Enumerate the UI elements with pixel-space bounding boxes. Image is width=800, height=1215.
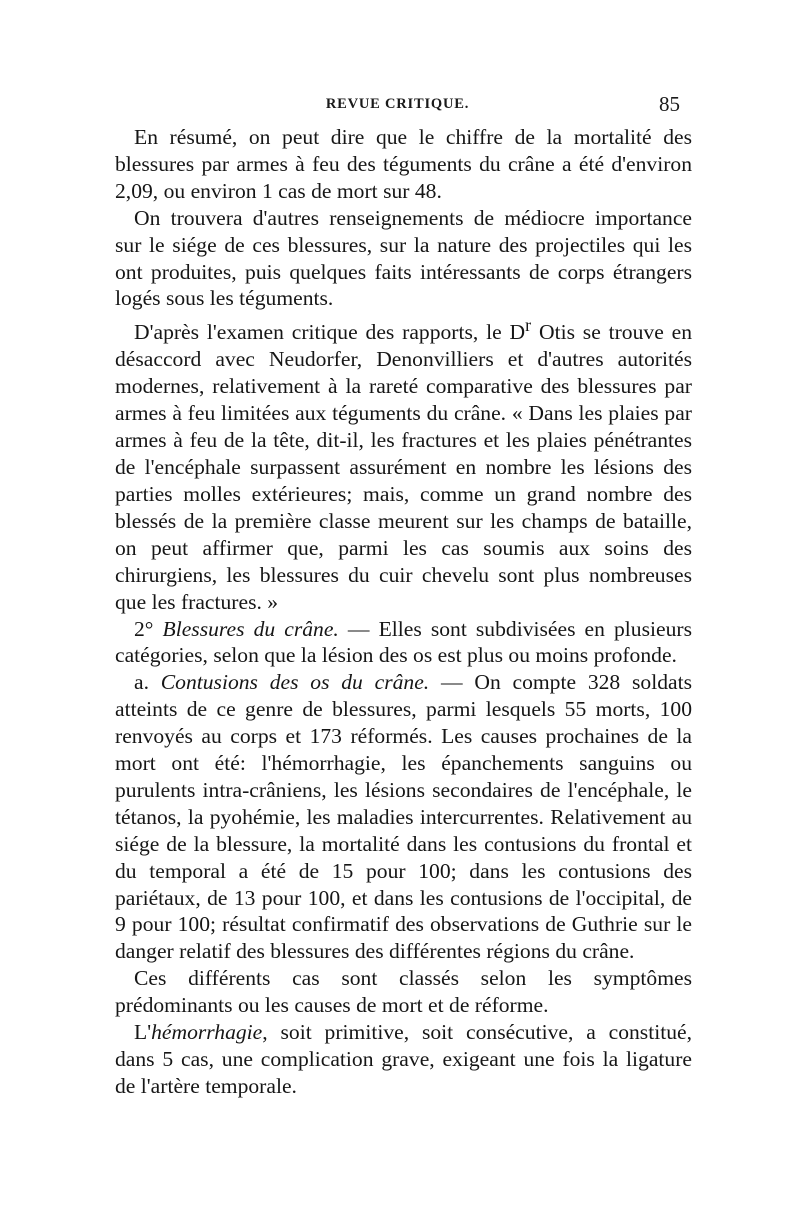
paragraph-text: Ces différents cas sont classés selon les symptômes prédominants ou les causes de mort et de réforme. (115, 966, 692, 1018)
body-text (115, 124, 692, 1100)
running-head: REVUE CRITIQUE. (325, 96, 470, 112)
doctor-abbrev-superscript: r (525, 315, 532, 336)
paragraph-other-info (115, 205, 692, 313)
paragraph-bone-contusions (115, 669, 692, 965)
paragraph-summary (115, 124, 692, 205)
subsection-letter: a. (134, 670, 161, 695)
section-number: 2° (134, 616, 163, 641)
page-number: 85 (659, 92, 680, 116)
subsection-title: Contusions des os du crâne. (160, 670, 430, 695)
paragraph-text: , soit primitive, soit consécutive, a constitué, dans 5 cas, une complication grave, exigeant une fois la ligature de l'artère temporale. (115, 1020, 692, 1098)
section-title: Blessures du crâne. (162, 616, 339, 641)
page-header (115, 94, 680, 118)
paragraph-text: Otis se trouve en désaccord avec Neudorfer, Denonvilliers et d'autres autorités modernes, relativement à la rareté comparative des blessures par armes à feu limitées aux téguments du crâne. « Dans les plaies par armes à feu de la tête, dit-il, les fractures et les plaies pénétrantes de l'encéphale surpassent assurément en nombre les lésions des parties molles extérieures; mais, comme un grand nombre des blessés de la première classe meurent sur les champs de bataille, on peut affirmer que, parmi les cas soumis aux soins des chirurgiens, les blessures du cuir chevelu sont plus nombreuses que les fractures. » (115, 320, 692, 614)
paragraph-text: On trouvera d'autres renseignements de médiocre importance sur le siége de ces blessures, sur la nature des projectiles qui les ont produites, puis quelques faits intéressants de corps étrangers logés sous les téguments. (115, 205, 692, 311)
paragraph-text: — Elles sont subdivisées en plusieurs catégories, selon que la lésion des os est plus ou moins profonde. (115, 616, 692, 668)
paragraph-text-lead: D'après l'examen critique des rapports, le D (134, 320, 526, 345)
paragraph-text: En résumé, on peut dire que le chiffre de la mortalité des blessures par armes à feu des téguments du crâne a été d'environ 2,09, ou environ 1 cas de mort sur 48. (115, 125, 692, 203)
paragraph-skull-wounds (115, 616, 692, 670)
paragraph-classification (115, 965, 692, 1019)
paragraph-otis-critique (115, 312, 692, 615)
paragraph-hemorrhage (115, 1019, 692, 1100)
term-hemorrhage: hémorrhagie (151, 1020, 263, 1045)
paragraph-lead: L' (134, 1020, 152, 1045)
paragraph-text: — On compte 328 soldats atteints de ce genre de blessures, parmi lesquels 55 morts, 100 renvoyés au corps et 173 réformés. Les causes prochaines de la mort ont été: l'hémorrhagie, les épanchements sanguins ou purulents intra-crâniens, les lésions secondaires de l'encéphale, le tétanos, la pyohémie, les maladies intercurrentes. Relativement au siége de la blessure, la mortalité dans les contusions du frontal et du temporal a été de 15 pour 100; dans les contusions des pariétaux, de 13 pour 100, et dans les contusions de l'occipital, de 9 pour 100; résultat confirmatif des observations de Guthrie sur le danger relatif des blessures des différentes régions du crâne. (115, 670, 692, 964)
